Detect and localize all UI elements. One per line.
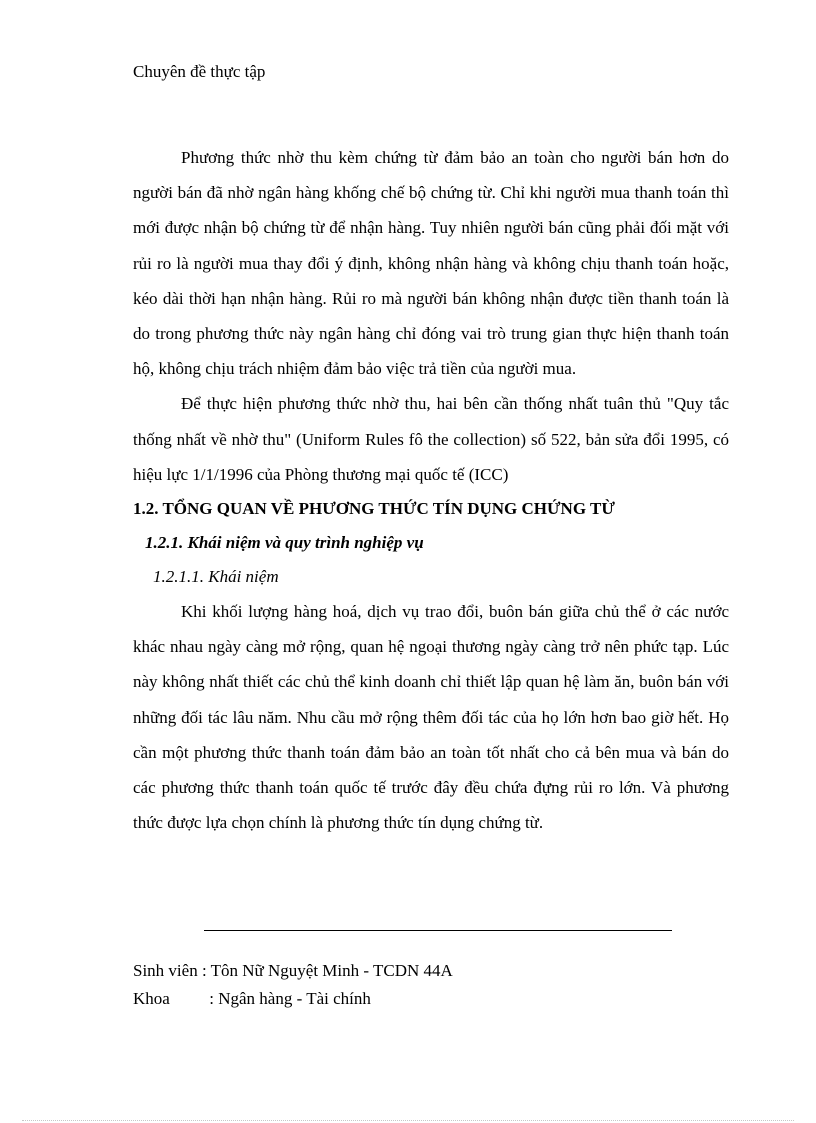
- paragraph-collection-safety: Phương thức nhờ thu kèm chứng từ đảm bảo an toàn cho người bán hơn do người bán đã nhờ ngân hàng khống chế bộ chứng từ. Chỉ khi người mua thanh toán thì mới được nhận bộ chứng từ để nhận hàng. Tuy nhiên người bán cũng phải đối mặt với rủi ro là người mua thay đổi ý định, không nhận hàng và không chịu thanh toán hoặc, kéo dài thời hạn nhận hàng. Rủi ro mà người bán không nhận được tiền thanh toán là do trong phương thức này ngân hàng chỉ đóng vai trò trung gian thực hiện thanh toán hộ, không chịu trách nhiệm đảm bảo việc trả tiền của người mua.: [133, 148, 729, 379]
- faculty-value: : Ngân hàng - Tài chính: [209, 989, 371, 1008]
- subsubsection-heading-1-2-1-1: 1.2.1.1. Khái niệm: [153, 567, 279, 587]
- footer-student-line: [133, 960, 453, 982]
- page-header-title: Chuyên đề thực tập: [133, 62, 266, 81]
- document-body: [133, 140, 729, 840]
- page-bottom-border: [22, 1120, 794, 1121]
- faculty-label: Khoa: [133, 989, 170, 1008]
- footer-faculty-line: [133, 988, 371, 1010]
- student-label: Sinh viên: [133, 961, 198, 980]
- section-heading-1-2: 1.2. TỔNG QUAN VỀ PHƯƠNG THỨC TÍN DỤNG CHỨNG TỪ: [133, 499, 615, 519]
- paragraph-concept: Khi khối lượng hàng hoá, dịch vụ trao đổi, buôn bán giữa chủ thể ở các nước khác nhau ngày càng mở rộng, quan hệ ngoại thương ngày càng trở nên phức tạp. Lúc này không nhất thiết các chủ thể kinh doanh chỉ thiết lập quan hệ làm ăn, buôn bán với những đối tác lâu năm. Nhu cầu mở rộng thêm đối tác của họ lớn hơn bao giờ hết. Họ cần một phương thức thanh toán đảm bảo an toàn tốt nhất cho cả bên mua và bán do các phương thức thanh toán quốc tế trước đây đều chứa đựng rủi ro lớn. Và phương thức được lựa chọn chính là phương thức tín dụng chứng từ.: [133, 602, 729, 833]
- student-value: : Tôn Nữ Nguyệt Minh - TCDN 44A: [201, 961, 453, 980]
- subsection-heading-1-2-1: 1.2.1. Khái niệm và quy trình nghiệp vụ: [145, 533, 424, 553]
- footer-divider: [204, 930, 672, 931]
- paragraph-uniform-rules: Để thực hiện phương thức nhờ thu, hai bên cần thống nhất tuân thủ "Quy tắc thống nhất về nhờ thu" (Uniform Rules fô the collection) số 522, bản sửa đổi 1995, có hiệu lực 1/1/1996 của Phòng thương mại quốc tế (ICC): [133, 394, 729, 484]
